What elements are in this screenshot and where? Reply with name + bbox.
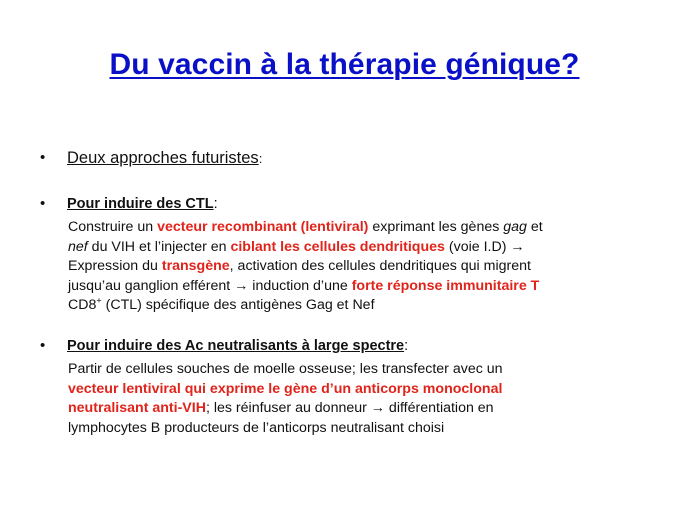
- text-span: (voie I.D) →: [444, 238, 525, 255]
- highlight-text: transgène: [161, 258, 230, 275]
- heading-colon: :: [258, 151, 263, 166]
- ctl-paragraph: [68, 218, 658, 316]
- paragraph-line: [68, 238, 658, 258]
- paragraph-line: [68, 277, 658, 297]
- antibody-paragraph: [68, 360, 658, 438]
- bullet-icon: •: [40, 149, 46, 166]
- heading-label: Deux approches futuristes: [67, 149, 259, 167]
- section-heading: [67, 148, 262, 169]
- text-span: exprimant les gènes: [368, 219, 504, 235]
- slide-title: Du vaccin à la thérapie génique?: [109, 48, 580, 81]
- paragraph-line: [68, 399, 658, 419]
- highlight-text: ciblant les cellules dendritiques: [230, 238, 445, 255]
- text-span: et: [526, 219, 543, 235]
- text-span: Partir de cellules souches de moelle osseuse; les transfecter avec un: [68, 361, 503, 377]
- text-span: du VIH et l’injecter en: [87, 238, 231, 255]
- text-span: Expression du: [68, 258, 162, 275]
- heading-label: Pour induire des CTL: [67, 196, 214, 212]
- paragraph-line: [68, 296, 658, 316]
- text-span: CD8: [68, 297, 97, 314]
- text-span: jusqu’au ganglion efférent → induction d’une: [68, 277, 352, 294]
- text-span: ; les réinfuser au donneur → différentiation en: [205, 400, 494, 417]
- heading-colon: :: [213, 196, 218, 212]
- highlight-text: neutralisant anti-VIH: [68, 400, 206, 417]
- section-heading: [67, 336, 408, 356]
- text-span: , activation des cellules dendritiques qui migrent: [229, 258, 531, 275]
- heading-colon: :: [404, 338, 409, 354]
- paragraph-line: [68, 257, 658, 277]
- paragraph-line: [68, 380, 658, 400]
- bullet-icon: •: [40, 195, 46, 212]
- italic-text: gag: [503, 219, 527, 235]
- text-span: (CTL) spécifique des antigènes Gag et Nef: [101, 297, 375, 314]
- heading-label: Pour induire des Ac neutralisants à large spectre: [67, 338, 405, 354]
- superscript-text: +: [96, 295, 102, 306]
- bullet-icon: •: [40, 337, 46, 354]
- text-span: Construire un: [68, 219, 158, 235]
- italic-text: nef: [68, 238, 88, 255]
- paragraph-line: [68, 360, 658, 380]
- paragraph-line: [68, 218, 658, 238]
- text-span: lymphocytes B producteurs de l’anticorps neutralisant choisi: [68, 419, 445, 436]
- section-heading: [67, 194, 218, 214]
- highlight-text: vecteur lentiviral qui exprime le gène d’un anticorps monoclonal: [68, 380, 503, 397]
- highlight-text: vecteur recombinant (lentiviral): [157, 219, 369, 235]
- highlight-text: forte réponse immunitaire T: [351, 277, 540, 294]
- paragraph-line: [68, 419, 658, 439]
